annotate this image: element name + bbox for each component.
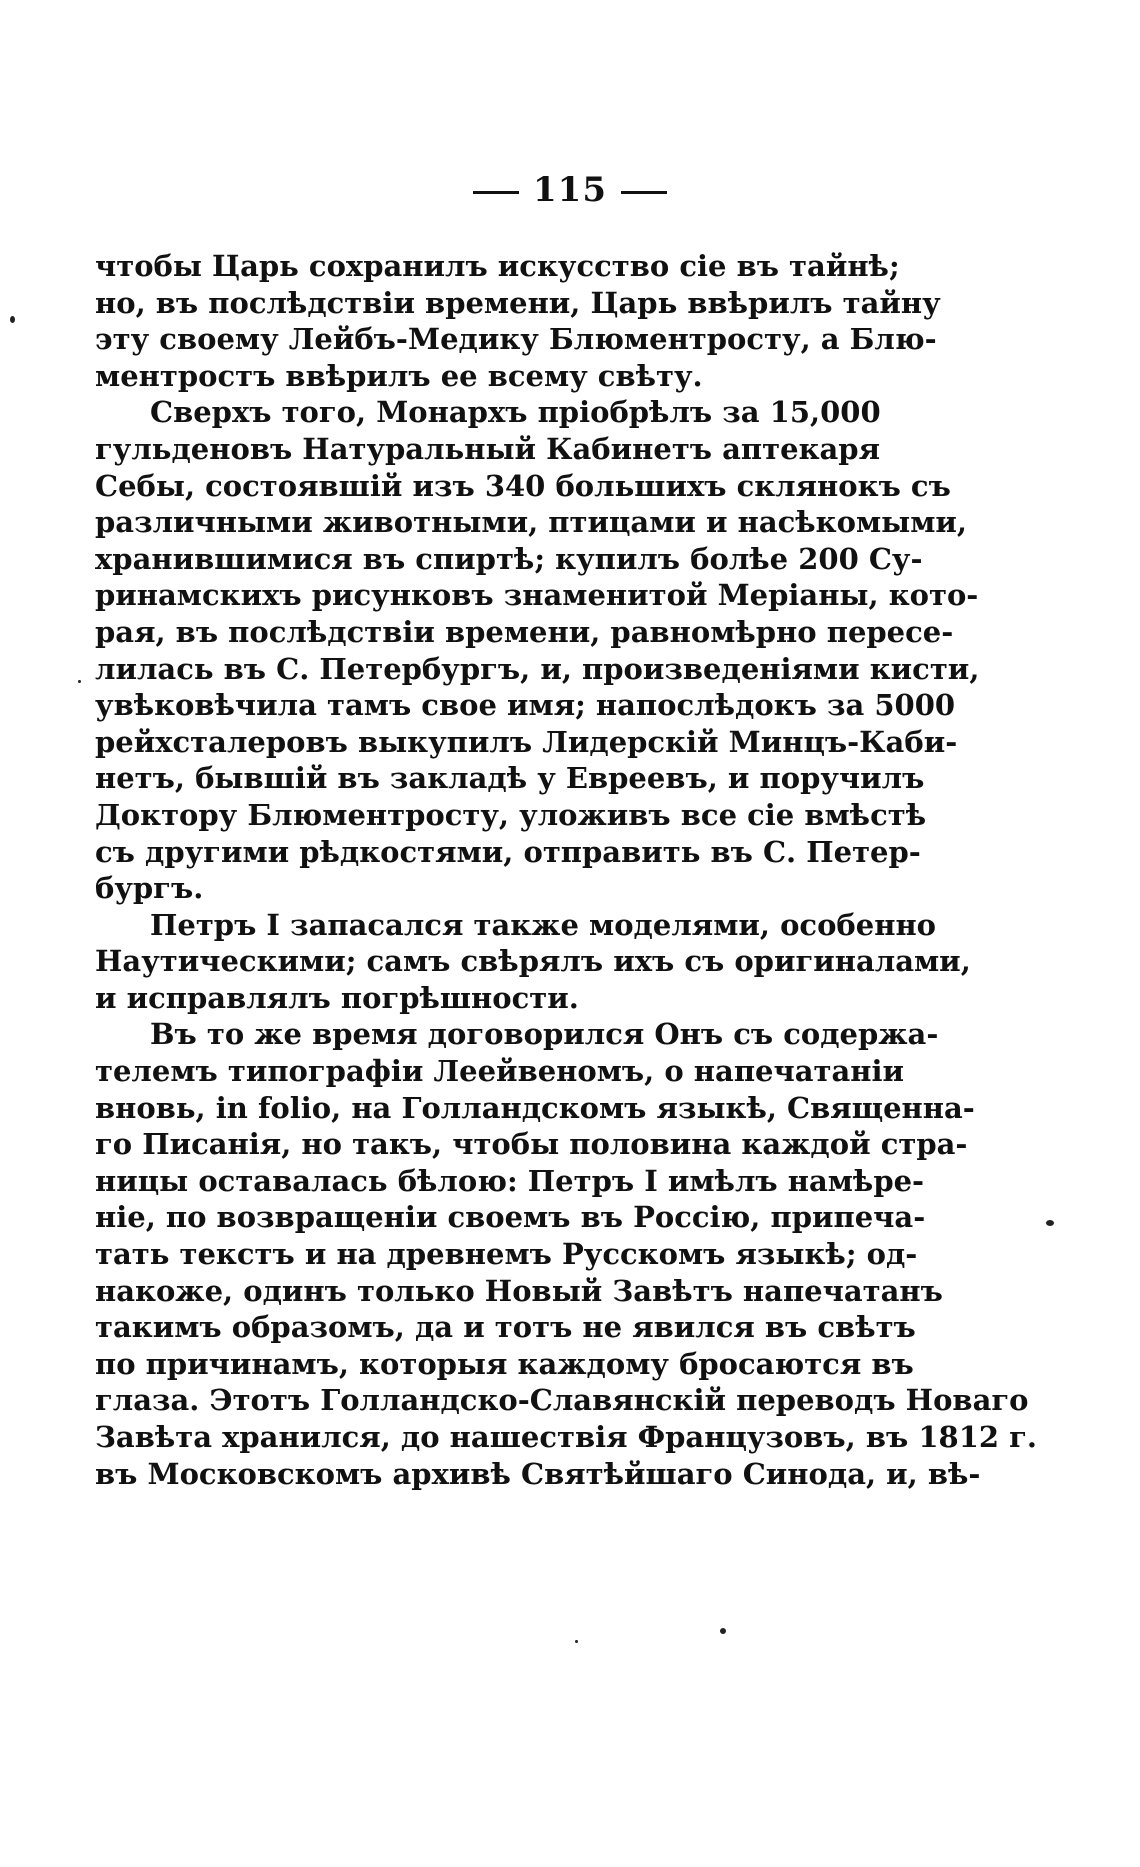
scan-speck (720, 1628, 726, 1634)
scan-speck (10, 316, 15, 323)
scan-speck (1046, 1220, 1054, 1226)
text-line: ринамскихъ рисунковъ знаменитой Меріаны, кото- (95, 578, 979, 613)
text-line: нетъ, бывшій въ закладѣ у Евреевъ, и поручилъ (95, 761, 925, 796)
text-line: гульденовъ Натуральный Кабинетъ аптекаря (95, 431, 881, 466)
body-text (95, 248, 1038, 1492)
text-line: лилась въ С. Петербургъ, и, произведеніями кисти, (95, 651, 980, 686)
text-line: Сверхъ того, Монархъ пріобрѣлъ за 15,000 (150, 395, 881, 430)
text-line: Себы, состоявшій изъ 340 большихъ склянокъ съ (95, 468, 951, 503)
text-line: накоже, одинъ только Новый Завѣтъ напечатанъ (95, 1273, 943, 1308)
text-line: ментростъ ввѣрилъ ее всему свѣту. (95, 358, 703, 393)
text-line: ніе, по возвращеніи своемъ въ Россію, припеча- (95, 1200, 926, 1235)
text-line: телемъ типографіи Леейвеномъ, о напечатаніи (95, 1054, 905, 1089)
text-line: съ другими рѣдкостями, отправить въ С. Петер- (95, 834, 921, 869)
text-line: Доктору Блюментросту, уложивъ все сіе вмѣстѣ (95, 797, 927, 832)
text-line: го Писанія, но такъ, чтобы половина каждой стра- (95, 1127, 968, 1162)
scan-speck (78, 680, 81, 683)
page-number: 115 (533, 170, 607, 210)
text-line: чтобы Царь сохранилъ искусство сіе въ тайнѣ; (95, 249, 900, 283)
text-line: Завѣта хранился, до нашествія Французовъ, въ 1812 г. (95, 1420, 1038, 1454)
text-line: ницы оставалась бѣлою: Петръ I имѣлъ намѣре- (95, 1163, 925, 1198)
left-dash (473, 191, 519, 194)
text-line: рейхсталеровъ выкупилъ Лидерскій Минцъ-Каби- (95, 724, 958, 759)
scan-speck (575, 1640, 578, 1643)
text-line: Наутическими; самъ свѣрялъ ихъ съ оригиналами, (95, 944, 971, 979)
text-line: и исправлялъ погрѣшности. (95, 980, 579, 1015)
text-line: увѣковѣчила тамъ свое имя; напослѣдокъ за 5000 (95, 688, 956, 723)
text-line: глаза. Этотъ Голландско-Славянскій переводъ Новаго (95, 1383, 1029, 1418)
text-line: бургъ. (95, 871, 204, 906)
text-line: въ Московскомъ архивѣ Святѣйшаго Синода, и, вѣ- (95, 1456, 981, 1491)
text-line: такимъ образомъ, да и тотъ не явился въ свѣтъ (95, 1310, 916, 1345)
text-line: по причинамъ, которыя каждому бросаются въ (95, 1346, 914, 1381)
text-line: рая, въ послѣдствіи времени, равномѣрно пересе- (95, 614, 954, 649)
text-line: Петръ I запасался также моделями, особенно (150, 907, 937, 942)
text-line: различными животными, птицами и насѣкомыми, (95, 505, 968, 540)
text-line: эту своему Лейбъ-Медику Блюментросту, а Блю- (95, 322, 937, 357)
text-line: вновь, in folio, на Голландскомъ языкѣ, Священна- (95, 1090, 975, 1125)
text-line: хранившимися въ спиртѣ; купилъ болѣе 200 Су- (95, 541, 923, 576)
text-line: Въ то же время договорился Онъ съ содержа- (150, 1017, 939, 1052)
page-header (0, 170, 1140, 210)
text-line: но, въ послѣдствіи времени, Царь ввѣрилъ тайну (95, 285, 941, 320)
text-line: тать текстъ и на древнемъ Русскомъ языкѣ; од- (95, 1237, 918, 1272)
right-dash (621, 191, 667, 194)
